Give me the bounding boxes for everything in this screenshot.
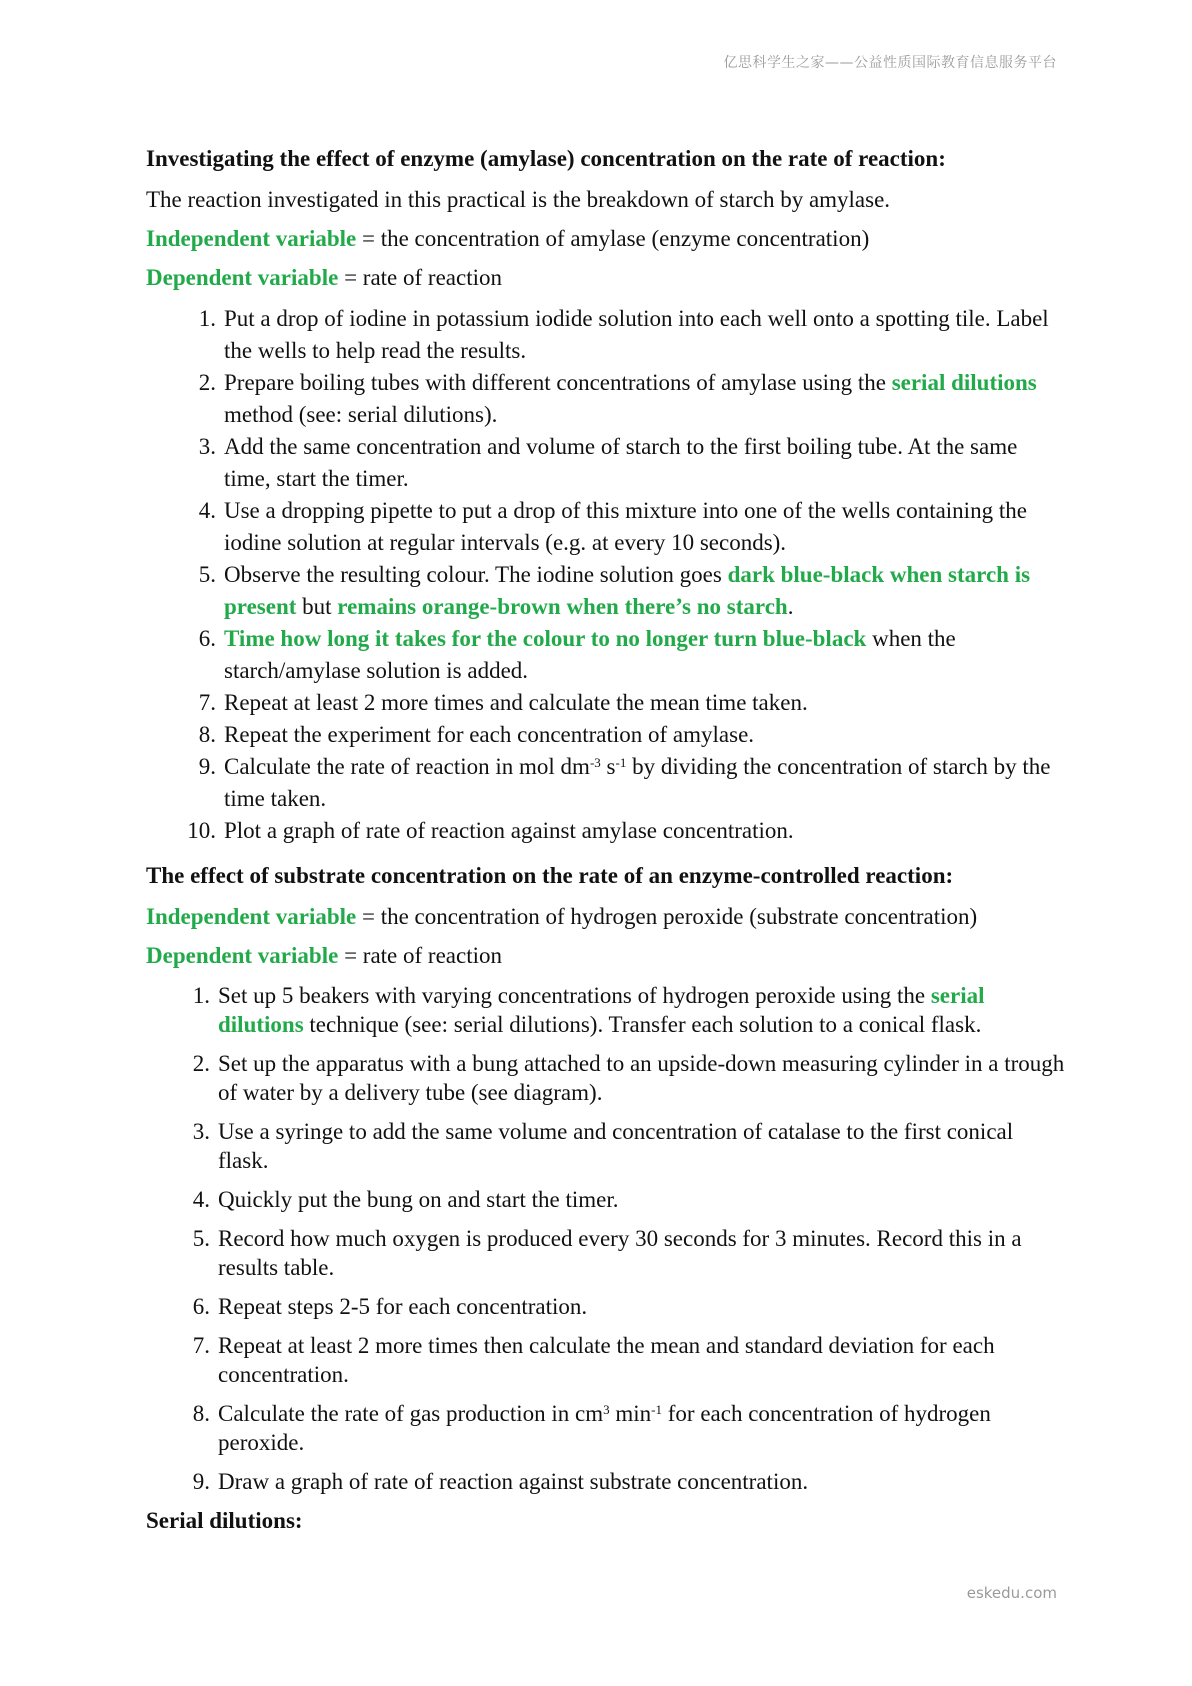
iv-text: = the concentration of hydrogen peroxide (substrate concentration) <box>356 904 978 929</box>
document-body <box>146 144 1066 1548</box>
dv-label: Dependent variable <box>146 943 339 968</box>
section1-dependent-variable <box>146 264 1066 292</box>
section1-independent-variable <box>146 225 1066 253</box>
list-item: 7. Repeat at least 2 more times then calculate the mean and standard deviation for each concentration. <box>192 1333 995 1387</box>
list-item: 3. Add the same concentration and volume of starch to the first boiling tube. At the same time, start the timer. <box>198 434 1018 491</box>
list-item: 4. Use a dropping pipette to put a drop of this mixture into one of the wells containing the iodine solution at regular intervals (e.g. at every 10 seconds). <box>198 498 1027 555</box>
section1-intro: The reaction investigated in this practical is the breakdown of starch by amylase. <box>146 187 891 212</box>
section2-independent-variable <box>146 903 1066 931</box>
list-item: 1. Set up 5 beakers with varying concentrations of hydrogen peroxide using the serial dilutions technique (see: serial dilutions). Transfer each solution to a conical flask. <box>192 983 985 1037</box>
list-item: 6. Time how long it takes for the colour to no longer turn blue-black when the starch/amylase solution is added. <box>198 626 956 683</box>
footer-site-name: eskedu.com <box>966 1584 1057 1602</box>
list-item: 1. Put a drop of iodine in potassium iodide solution into each well onto a spotting tile. Label the wells to help read the results. <box>198 306 1049 363</box>
list-item: 3. Use a syringe to add the same volume and concentration of catalase to the first conical flask. <box>192 1119 1014 1173</box>
list-item: 9. Draw a graph of rate of reaction against substrate concentration. <box>192 1469 809 1494</box>
list-item: 8. Repeat the experiment for each concentration of amylase. <box>198 722 755 747</box>
dv-text: = rate of reaction <box>338 265 502 290</box>
list-item: 4. Quickly put the bung on and start the timer. <box>192 1187 619 1212</box>
list-item: 2. Prepare boiling tubes with different concentrations of amylase using the serial dilutions method (see: serial dilutions). <box>198 370 1037 427</box>
iv-label: Independent variable <box>146 226 357 251</box>
iv-label: Independent variable <box>146 904 357 929</box>
dv-label: Dependent variable <box>146 265 339 290</box>
section1-title: Investigating the effect of enzyme (amylase) concentration on the rate of reaction: <box>146 146 946 171</box>
list-item: 5. Record how much oxygen is produced every 30 seconds for 3 minutes. Record this in a results table. <box>192 1226 1022 1280</box>
section2-title: The effect of substrate concentration on the rate of an enzyme-controlled reaction: <box>146 863 954 888</box>
list-item: 5. Observe the resulting colour. The iodine solution goes dark blue-black when starch is present but remains orange-brown when there’s no starch. <box>198 562 1031 619</box>
iv-text: = the concentration of amylase (enzyme concentration) <box>356 226 870 251</box>
section2-dependent-variable <box>146 942 1066 970</box>
header-site-name: 亿思科学生之家——公益性质国际教育信息服务平台 <box>723 55 1057 71</box>
list-item: 9. Calculate the rate of reaction in mol $dm^{-3}$ $s^{-1}$ by dividing the concentration of starch by the time taken. <box>198 754 1051 811</box>
section1-steps <box>146 303 1066 847</box>
list-item: 6. Repeat steps 2-5 for each concentration. <box>192 1294 588 1319</box>
list-item: 7. Repeat at least 2 more times and calculate the mean time taken. <box>198 690 808 715</box>
section2-steps <box>146 981 1066 1496</box>
list-item: 2. Set up the apparatus with a bung attached to an upside-down measuring cylinder in a trough of water by a delivery tube (see diagram). <box>192 1051 1065 1105</box>
section3-title: Serial dilutions: <box>146 1508 303 1533</box>
list-item: 8. Calculate the rate of gas production in $cm^3$ $\min^{-1}$ for each concentration of hydrogen peroxide. <box>192 1401 991 1455</box>
list-item: 10. Plot a graph of rate of reaction against amylase concentration. <box>187 818 794 843</box>
dv-text: = rate of reaction <box>338 943 502 968</box>
